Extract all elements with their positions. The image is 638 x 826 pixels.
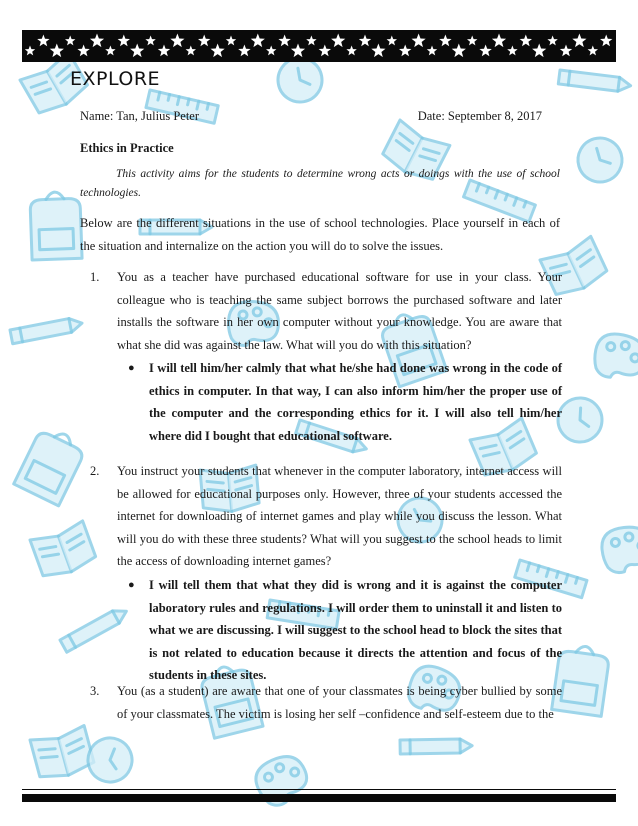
section-title: Ethics in Practice: [80, 141, 174, 155]
item-number: 1.: [90, 270, 100, 284]
situation-text: You (as a student) are aware that one of your classmates is being cyber bullied by some of your classmates. The victim is losing her self –confidence and self-esteem due to the: [117, 684, 562, 721]
page-title: EXPLORE: [70, 68, 161, 90]
answer-item: [124, 357, 562, 447]
answer-text: I will tell him/her calmly that what he/she had done was wrong in the code of ethics in computer. In that way, I can also inform him/her the proper use of the computer and the corresponding ethics for it. I will also tell him/her where did I bought that educational software.: [149, 361, 562, 443]
list-item: [80, 460, 562, 573]
list-item: [80, 680, 562, 725]
bullet-icon: ●: [128, 362, 135, 374]
student-info: [80, 109, 550, 124]
answer-item: [124, 574, 562, 687]
activity-intro: This activity aims for the students to determine wrong acts or doings with the use of school technologies.: [80, 168, 560, 199]
answer-text: I will tell them that what they did is wrong and it is against the computer laboratory rules and regulations. I will order them to uninstall it and listen to what we are discussing. I will suggest to the school head to block the sites that is not related to education because it directs the attention and focus of the students in these sites.: [149, 578, 562, 683]
submission-date: Date: September 8, 2017: [417, 109, 542, 123]
student-name: Name: Tan, Julius Peter: [80, 109, 200, 123]
item-number: 3.: [90, 684, 100, 698]
situation-text: You instruct your students that whenever in the computer laboratory, internet access will be allowed for educational purposes only. However, three of your students accessed the internet for downloading of internet games and play while you discuss the lesson. What will you do with these three students? What will you suggest to the school heads to limit the access of downloading internet games?: [117, 464, 562, 569]
situation-text: You as a teacher have purchased educational software for use in your class. Your colleague who is teaching the same subject borrows the purchased software and later installs the software in her own computer without your knowledge. You are aware that what she did was against the law. What will you do with this situation?: [117, 270, 562, 352]
item-number: 2.: [90, 464, 100, 478]
list-item: [80, 266, 562, 356]
instructions: Below are the different situations in the use of school technologies. Place yourself in each of the situation and internalize on the action you will do to solve the issues.: [80, 216, 560, 253]
bullet-icon: ●: [128, 579, 135, 591]
